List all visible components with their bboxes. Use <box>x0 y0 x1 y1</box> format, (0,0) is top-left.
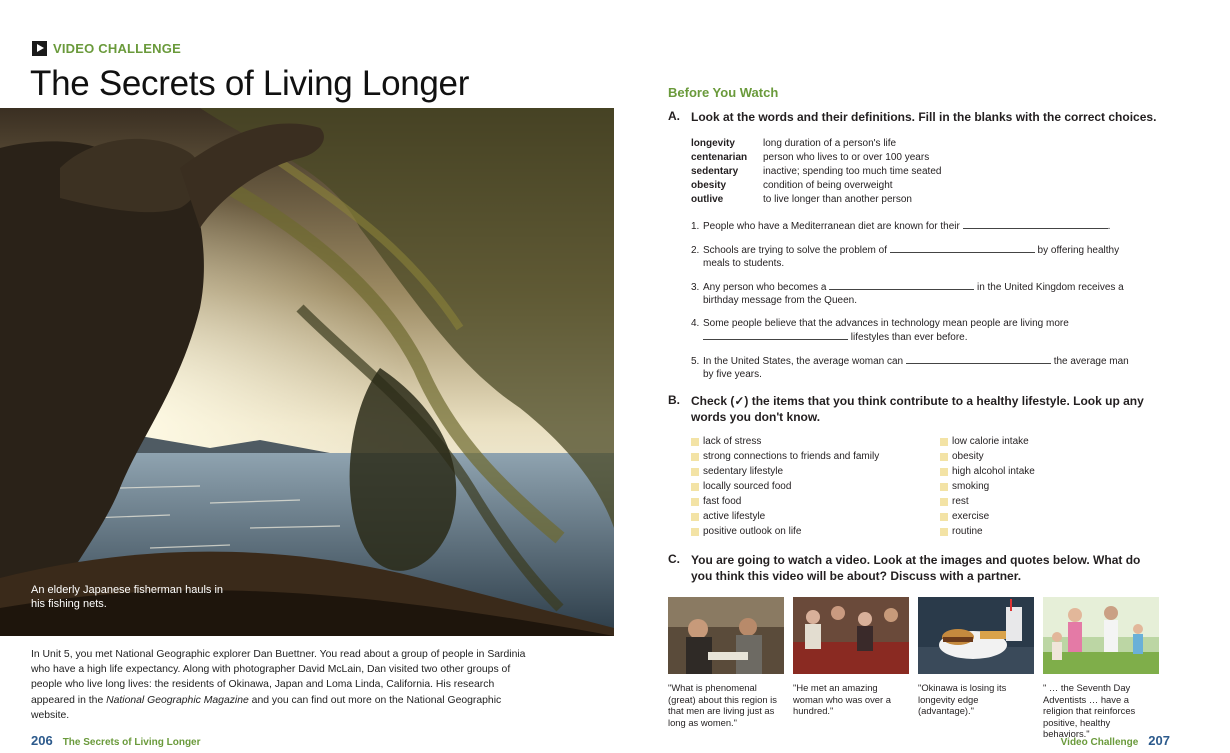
sentence-text: In the United States, the average woman can <box>703 356 904 367</box>
sentence-number: 2. <box>691 245 700 256</box>
quote-3: "Okinawa is losing its longevity edge (advantage)." <box>918 682 1007 716</box>
checklist-item[interactable] <box>691 494 879 509</box>
definition-text: inactive; spending too much time seated <box>763 166 942 177</box>
sentence-number: 3. <box>691 282 700 293</box>
checklist-label: obesity <box>952 451 984 462</box>
checklist-item[interactable] <box>940 449 1035 464</box>
checklist-item[interactable] <box>691 524 879 539</box>
page-number-right: 207 <box>1148 733 1170 748</box>
checklist-label: fast food <box>703 496 742 507</box>
definition-row <box>691 179 941 193</box>
checkbox[interactable] <box>940 498 948 506</box>
video-challenge-label: VIDEO CHALLENGE <box>53 41 181 56</box>
checklist-column-1 <box>691 434 879 539</box>
definition-row <box>691 137 941 151</box>
video-challenge-header <box>32 41 181 56</box>
question-c-instruction: You are going to watch a video. Look at the images and quotes below. What do you think this video will be about? Discuss with a partner. <box>691 553 1141 583</box>
footer-title-right: Video Challenge <box>1060 737 1139 748</box>
checklist-label: sedentary lifestyle <box>703 466 784 477</box>
sentence-text: Any person who becomes a <box>703 282 827 293</box>
checklist-label: strong connections to friends and family <box>703 451 880 462</box>
sentence-5 <box>691 354 1141 381</box>
women-dancing-image <box>793 597 909 674</box>
video-still-4 <box>1043 597 1159 740</box>
checklist-label: low calorie intake <box>952 436 1029 447</box>
definition-term: outlive <box>691 194 724 205</box>
definition-row <box>691 151 941 165</box>
checklist-label: exercise <box>952 511 990 522</box>
photo-caption: An elderly Japanese fisherman hauls in his fishing nets. <box>31 584 224 610</box>
fill-blank[interactable] <box>963 219 1108 229</box>
sentence-text-after: the average man <box>1053 356 1129 367</box>
fast-food-image <box>918 597 1034 674</box>
video-still-2 <box>793 597 909 740</box>
fill-blank[interactable] <box>890 243 1035 253</box>
sentence-3 <box>691 280 1141 307</box>
checklist-label: high alcohol intake <box>952 466 1035 477</box>
footer-right <box>1061 733 1170 748</box>
checkbox[interactable] <box>940 453 948 461</box>
sentence-text-after: in the United Kingdom receives a <box>976 282 1124 293</box>
video-still-3 <box>918 597 1034 740</box>
intro-paragraph <box>31 647 531 723</box>
checkbox[interactable] <box>691 528 699 536</box>
question-a-instruction: Look at the words and their definitions. Fill in the blanks with the correct choices. <box>691 110 1157 124</box>
checklist-label: rest <box>952 496 969 507</box>
checklist-item[interactable] <box>940 479 1035 494</box>
checklist-item[interactable] <box>940 434 1035 449</box>
page-title: The Secrets of Living Longer <box>30 64 470 103</box>
checklist-item[interactable] <box>940 524 1035 539</box>
sentence-line2: by five years. <box>703 369 762 380</box>
checklist-item[interactable] <box>940 494 1035 509</box>
video-still-1 <box>668 597 784 740</box>
question-a-letter: A. <box>668 109 680 123</box>
checklist-item[interactable] <box>691 464 879 479</box>
sentence-number: 5. <box>691 356 700 367</box>
checklist-item[interactable] <box>691 449 879 464</box>
sentence-line2: birthday message from the Queen. <box>703 295 857 306</box>
checklist-label: smoking <box>952 481 990 492</box>
sentence-text: People who have a Mediterranean diet are known for their <box>703 221 960 232</box>
checkbox[interactable] <box>691 498 699 506</box>
checklist-label: routine <box>952 526 983 537</box>
definition-text: person who lives to or over 100 years <box>763 152 930 163</box>
definition-term: obesity <box>691 180 727 191</box>
footer-title-left: The Secrets of Living Longer <box>62 737 201 748</box>
sentence-text: Schools are trying to solve the problem of <box>703 245 887 256</box>
definition-text: to live longer than another person <box>763 194 912 205</box>
question-c-letter: C. <box>668 552 680 566</box>
checkbox[interactable] <box>691 468 699 476</box>
intro-text-1: In Unit 5, you met National Geographic explorer Dan Buettner. You read about a group of people in Sardinia who have a high life expectancy. Along with photographer David McLain, Dan visited two other groups of people who live long lives: the residents of Okinawa, Japan and Loma Linda, California. His research appeared in the <box>31 649 526 706</box>
checklist-item[interactable] <box>691 509 879 524</box>
definition-term: centenarian <box>691 152 748 163</box>
sentence-text-after: by offering healthy <box>1037 245 1120 256</box>
checkbox[interactable] <box>691 438 699 446</box>
checklist-item[interactable] <box>691 479 879 494</box>
checklist-item[interactable] <box>691 434 879 449</box>
fill-blank[interactable] <box>703 330 848 340</box>
definition-term: longevity <box>691 138 735 149</box>
family-outdoors-image <box>1043 597 1159 674</box>
checklist-label: lack of stress <box>703 436 762 447</box>
definition-text: long duration of a person's life <box>763 138 897 149</box>
footer-left <box>31 733 201 748</box>
video-stills <box>668 597 1159 740</box>
sentence-text: Some people believe that the advances in technology mean people are living more <box>703 318 1069 329</box>
sentence-1 <box>691 219 1141 233</box>
checkbox[interactable] <box>691 513 699 521</box>
section-title: Before You Watch <box>668 85 779 100</box>
fill-blank[interactable] <box>829 280 974 290</box>
magazine-title: National Geographic Magazine <box>106 694 249 706</box>
definitions-list <box>691 137 941 207</box>
page-number-left: 206 <box>31 733 53 748</box>
sentence-text-after: . <box>1107 221 1111 232</box>
quote-2: "He met an amazing woman who was over a hundred." <box>793 682 891 716</box>
checkbox[interactable] <box>940 528 948 536</box>
quote-1: "What is phenomenal (great) about this region is that men are living just as long as women." <box>668 682 777 728</box>
checklist-label: locally sourced food <box>703 481 792 492</box>
quote-4: " … the Seventh Day Adventists … have a religion that reinforces positive, healthy behaviors." <box>1043 682 1136 739</box>
definition-row <box>691 165 941 179</box>
definition-text: condition of being overweight <box>763 180 893 191</box>
checkbox[interactable] <box>940 438 948 446</box>
sentence-number: 4. <box>691 318 700 329</box>
definition-term: sedentary <box>691 166 739 177</box>
question-b-letter: B. <box>668 393 680 407</box>
checkbox[interactable] <box>940 468 948 476</box>
checkbox[interactable] <box>691 483 699 491</box>
sentence-line2: lifestyles than ever before. <box>850 332 968 343</box>
checklist-label: active lifestyle <box>703 511 766 522</box>
checkbox[interactable] <box>940 513 948 521</box>
men-playing-cards-image <box>668 597 784 674</box>
sentence-4 <box>691 317 1141 344</box>
checklist-item[interactable] <box>940 509 1035 524</box>
definition-row <box>691 193 941 207</box>
intro-text-2: and you can find out more on the National Geographic website. <box>31 694 502 721</box>
checklist-column-2 <box>940 434 1035 539</box>
play-icon <box>32 41 47 56</box>
fisherman-photo <box>0 108 614 636</box>
question-b-instruction: Check (✓) the items that you think contribute to a healthy lifestyle. Look up any words you don't know. <box>691 394 1144 424</box>
checklist-item[interactable] <box>940 464 1035 479</box>
checkbox[interactable] <box>691 453 699 461</box>
checklist-label: positive outlook on life <box>703 526 802 537</box>
sentence-number: 1. <box>691 221 700 232</box>
checkbox[interactable] <box>940 483 948 491</box>
fill-blank[interactable] <box>906 354 1051 364</box>
sentence-line2: meals to students. <box>703 258 785 269</box>
sentence-2 <box>691 243 1141 270</box>
